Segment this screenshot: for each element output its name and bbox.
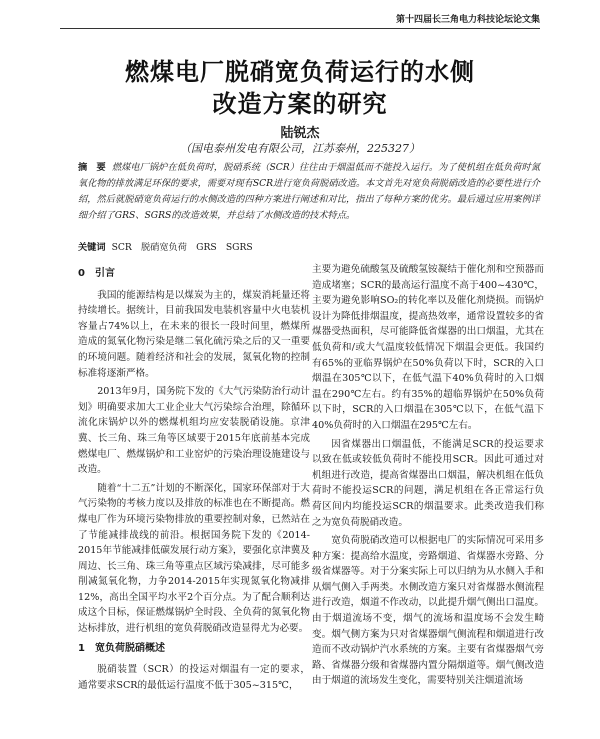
abstract-text: 燃煤电厂锅炉在低负荷时，脱硝系统（SCR）往往由于烟温低而不能投入运行。为了使机组在低负荷时氮氧化物的排放满足环保的要求，需要对现有SCR进行宽负荷脱硝改造。本文首先对宽负荷脱硝改造的必要性进行介绍，然后就脱硝宽负荷运行的水侧改造的四种方案进行阐述和对比，指出了每种方案的优劣。最后通过应用案例详细介绍了GRS、SGRS的改造效果，并总结了水侧改造的技术特点。 (78, 162, 541, 221)
paragraph: 脱硝装置（SCR）的投运对烟温有一定的要求，通常要求SCR的最低运行温度不低于305~315℃， (78, 664, 310, 691)
paragraph: 宽负荷脱硝改造可以根据电厂的实际情况可采用多种方案：提高给水温度，旁路烟道、省煤器水旁路、分级省煤器等。对于分案实际上可以归纳为从水侧入手和从烟气侧入手两类。水侧改造方案只对省煤器水侧流程进行改造，烟道不作改动，以此提升烟气侧出口温度。由于烟道流场不变，烟气的流场和温度场不会发生畸变。烟气侧方案为只对省煤器烟气侧流程和烟道进行改造而不改动锅炉汽水系统的方案。主要有省煤器烟气旁路、省煤器分级和省煤器内置分隔烟道等。烟气侧改造由于烟道的流场发生变化，需要特别关注烟道流场 (312, 535, 544, 687)
keywords-text: SCR 脱硝宽负荷 GRS SGRS (111, 242, 253, 253)
paragraph: 2013年9月，国务院下发的《大气污染防治行动计划》明确要求加大工业企业大气污染综合治理，除循环流化床锅炉以外的燃煤机组均应安装脱硝设施。京津冀、长三角、珠三角等区域要于2015年底前基本完成燃煤电厂、燃煤锅炉和工业窑炉的污染治理设施建设与改造。 (78, 386, 310, 476)
author-name: 陆锐杰 (280, 126, 320, 141)
body-column-right (312, 262, 544, 692)
paragraph: 因省煤器出口烟温低，不能满足SCR的投运要求以致在低或较低负荷时不能投用SCR。因此可通过对机组进行改造，提高省煤器出口烟温，解决机组在低负荷时不能投运SCR的问题，满足机组在各正常运行负荷区间内均能投运SCR的烟温要求。此类改造我们称之为宽负荷脱硝改造。 (312, 438, 544, 528)
paragraph: 我国的能源结构是以煤炭为主的，煤炭消耗量还将持续增长。据统计，目前我国发电装机容量中火电装机容量占74%以上，在未来的很长一段时间里，燃煤所造成的氮氧化物污染是继二氧化硫污染之后的又一重要的环境问题。随着经济和社会的发展，氮氧化物的控制标准将逐渐严格。 (78, 289, 310, 379)
section-heading-introduction: 0 引言 (78, 268, 115, 279)
paper-title-line-1: 燃煤电厂脱硝宽负荷运行的水侧 (125, 58, 475, 86)
abstract-label: 摘 要 (78, 162, 106, 173)
paper-title-line-2: 改造方案的研究 (212, 90, 388, 118)
paragraph: 主要为避免硫酸氢及硫酸氢铵凝结于催化剂和空预器而造成堵塞；SCR的最高运行温度不高于400~430℃，主要为避免影响SO₂的转化率以及催化剂烧损。而锅炉设计为降低排烟温度，提高热效率，通常设置较多的省煤器受热面积，尽可能降低省煤器的出口烟温，尤其在低负荷和/或大气温度较低情况下烟温会更低。我国约有65%的亚临界锅炉在50%负荷以下时，SCR的入口烟温在305℃以下，在低气温下40%负荷时的入口烟温在290℃左右。约有35%的超临界锅炉在50%负荷以下时，SCR的入口烟温在305℃以下，在低气温下40%负荷时的入口烟温在295℃左右。 (312, 264, 544, 431)
abstract (78, 160, 540, 224)
keywords (78, 241, 540, 255)
keywords-label: 关键词 (78, 242, 106, 253)
running-header: 第十四届长三角电力科技论坛论文集 (60, 12, 540, 29)
author-affiliation: （国电泰州发电有限公司，江苏泰州，225327） (180, 142, 420, 155)
section-heading-overview: 1 宽负荷脱硝概述 (78, 642, 165, 654)
paragraph: 随着“十二五”计划的不断深化，国家环保部对于大气污染物的考核力度以及排放的标准也在不断提高。燃煤电厂作为环境污染物排放的重要控制对象，已然站在了节能减排战线的前沿。根据国务院下发的《2014-2015年节能减排低碳发展行动方案》，要强化京津冀及周边、长三角、珠三角等重点区域污染减排，尽可能多削减氮氧化物，力争2014-2015年实现氮氧化物减排12%，高出全国平均水平2个百分点。为了配合顺利达成这个目标，保证燃煤锅炉全时段、全负荷的氮氧化物达标排放，进行机组的宽负荷脱硝改造显得尤为必要。 (78, 482, 310, 635)
body-column-left (78, 262, 310, 696)
